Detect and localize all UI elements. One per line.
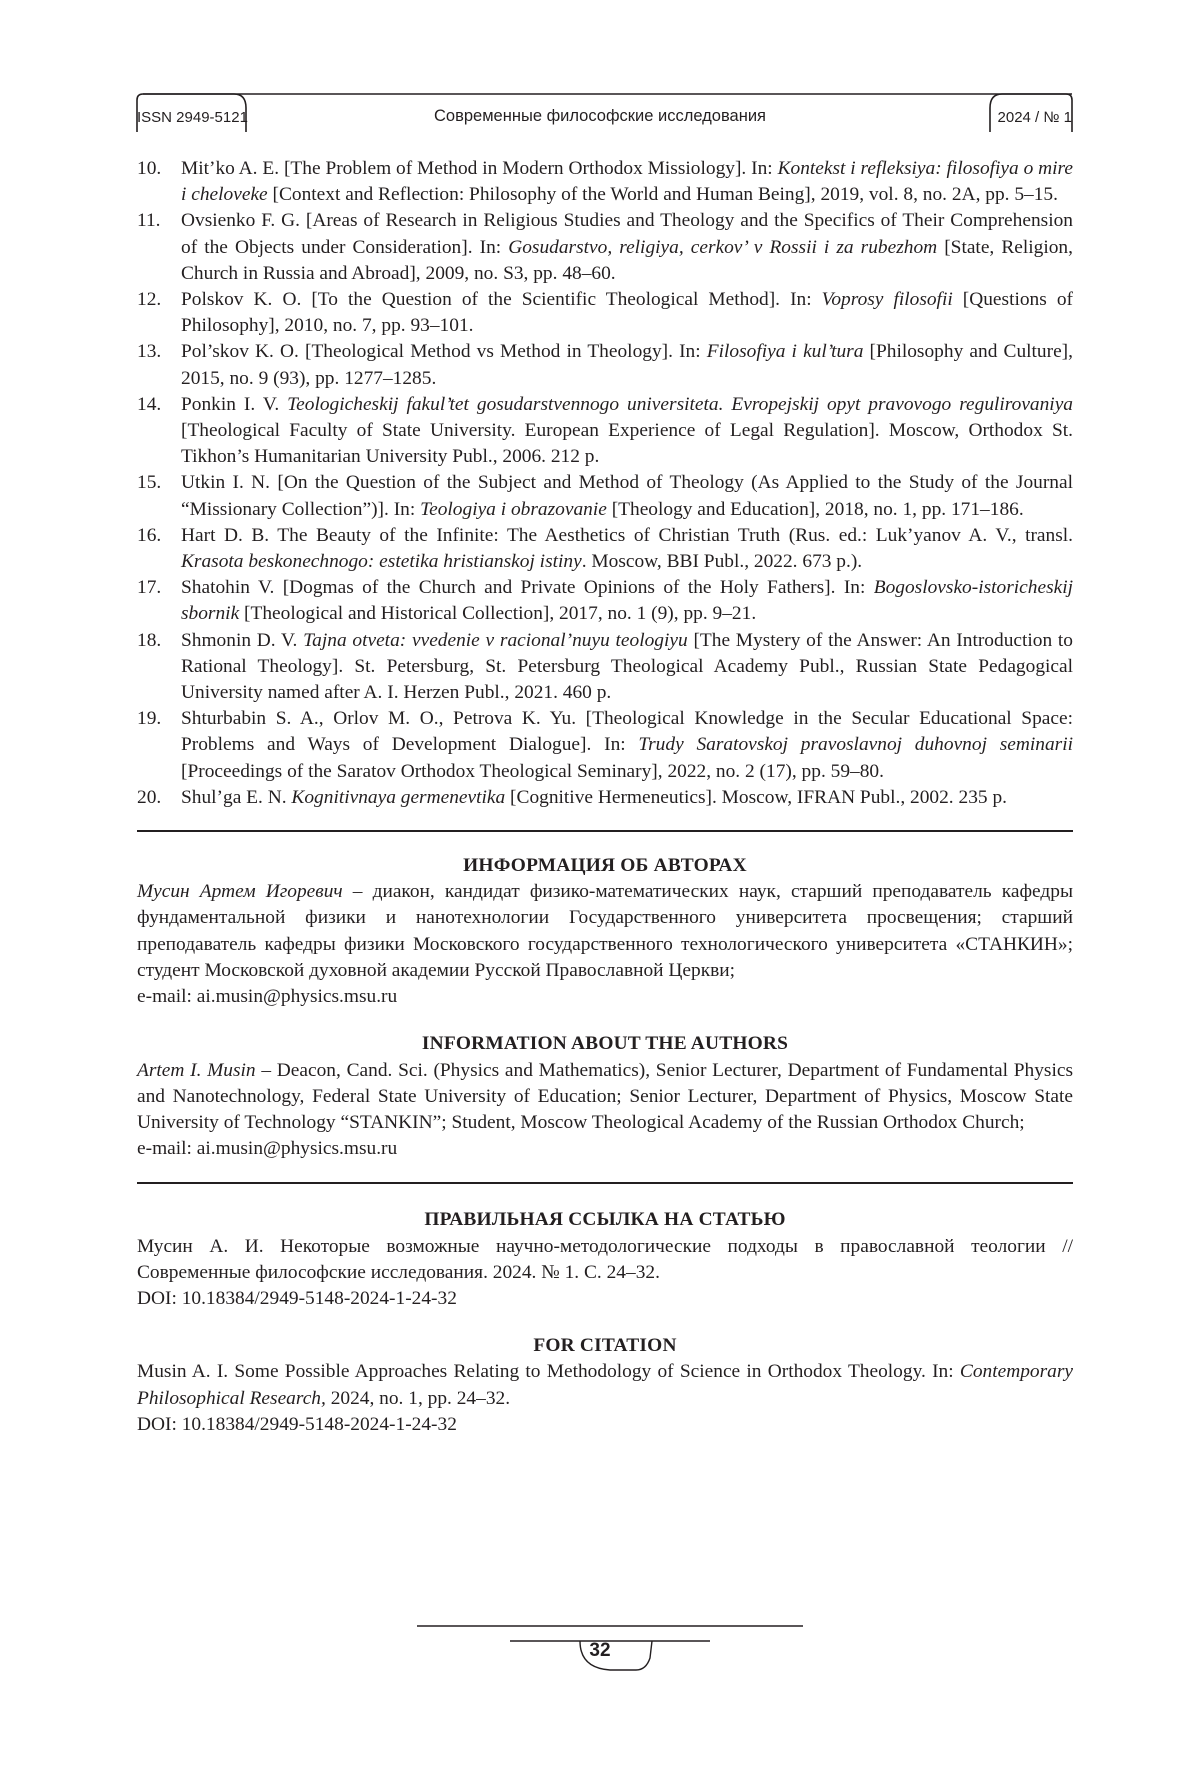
reference-segment: [Philosophy and Culture], 2015, no. 9 (93), pp. 1277–1285. bbox=[181, 341, 1073, 388]
reference-segment: [State, Religion, Church in Russia and Abroad], 2009, no. S3, pp. 48–60. bbox=[181, 237, 1073, 284]
author-name-en: Artem I. Musin bbox=[137, 1060, 256, 1081]
reference-title-italic: Filosofiya i kul’tura bbox=[707, 341, 864, 362]
reference-segment: Polskov K. O. [To the Question of the Scientific Theological Method]. In: bbox=[181, 289, 822, 310]
reference-number: 15. bbox=[137, 470, 161, 496]
reference-title-italic: Bogoslovsko-istoricheskij sbornik bbox=[181, 577, 1073, 624]
reference-number: 14. bbox=[137, 392, 161, 418]
reference-number: 11. bbox=[137, 208, 161, 234]
reference-segment: [The Mystery of the Answer: An Introduction to Rational Theology]. St. Petersburg, St. Petersburg Theological Academy Publ., Russian State Pedagogical University named after A. I. Herzen Publ., 2021. 460 p. bbox=[181, 630, 1073, 703]
journal-title: Современные философские исследования bbox=[0, 107, 1200, 126]
reference-segment: Mit’ko A. E. [The Problem of Method in Modern Orthodox Missiology]. In: bbox=[181, 158, 778, 179]
citation-ru-doi[interactable]: DOI: 10.18384/2949-5148-2024-1-24-32 bbox=[137, 1286, 1073, 1312]
issue-label: 2024 / № 1 bbox=[998, 109, 1072, 126]
reference-number: 10. bbox=[137, 156, 161, 182]
reference-title-italic: Teologiya i obrazovanie bbox=[420, 499, 607, 520]
reference-title-italic: Trudy Saratovskoj pravoslavnoj duhovnoj seminarii bbox=[638, 734, 1073, 755]
citation-ru-text: Мусин А. И. Некоторые возможные научно-методологические подходы в православной теологии // Современные философские исследования. 2024. № 1. С. 24–32. bbox=[137, 1236, 1073, 1283]
reference-title-italic: Teologicheskij fakul’tet gosudarstvennogo universiteta. Evropejskij opyt pravovogo regulirovaniya bbox=[287, 394, 1073, 415]
citation-en-heading: FOR CITATION bbox=[137, 1333, 1073, 1359]
citation-en-journal: Contemporary Philosophical Research, bbox=[137, 1361, 1073, 1408]
author-email-ru[interactable]: e-mail: ai.musin@physics.msu.ru bbox=[137, 984, 1073, 1010]
reference-number: 13. bbox=[137, 339, 161, 365]
authors-en-heading: INFORMATION ABOUT THE AUTHORS bbox=[137, 1031, 1073, 1057]
reference-number: 12. bbox=[137, 287, 161, 313]
reference-segment: Shul’ga E. N. bbox=[181, 787, 291, 808]
author-email-en[interactable]: e-mail: ai.musin@physics.msu.ru bbox=[137, 1136, 1073, 1162]
reference-segment: [Theology and Education], 2018, no. 1, pp. 171–186. bbox=[607, 499, 1024, 520]
reference-segment: Ponkin I. V. bbox=[181, 394, 287, 415]
authors-ru-heading: ИНФОРМАЦИЯ ОБ АВТОРАХ bbox=[137, 853, 1073, 879]
citation-en-text: Musin A. I. Some Possible Approaches Relating to Methodology of Science in Orthodox Theology. In: bbox=[137, 1361, 960, 1382]
reference-number: 19. bbox=[137, 706, 161, 732]
author-bio-en: – Deacon, Cand. Sci. (Physics and Mathematics), Senior Lecturer, Department of Fundamental Physics and Nanotechnology, Federal State University of Education; Senior Lecturer, Department of Physics, Moscow State University of Technology “STANKIN”; Student, Moscow Theological Academy of the Russian Orthodox Church; bbox=[137, 1060, 1073, 1133]
reference-title-italic: Krasota beskonechnogo: estetika hristianskoj istiny bbox=[181, 551, 582, 572]
reference-segment: Ovsienko F. G. [Areas of Research in Religious Studies and Theology and the Specifics of Their Comprehension of the Objects under Consideration]. In: bbox=[181, 210, 1073, 257]
reference-number: 16. bbox=[137, 523, 161, 549]
reference-segment: Shturbabin S. A., Orlov M. O., Petrova K. Yu. [Theological Knowledge in the Secular Educational Space: Problems and Ways of Development Dialogue]. In: bbox=[181, 708, 1073, 755]
reference-segment: [Context and Reflection: Philosophy of the World and Human Being], 2019, vol. 8, no. 2A, pp. 5–15. bbox=[268, 184, 1058, 205]
reference-segment: [Questions of Philosophy], 2010, no. 7, pp. 93–101. bbox=[181, 289, 1073, 336]
reference-segment: Hart D. B. The Beauty of the Infinite: The Aesthetics of Christian Truth (Rus. ed.: Luk’yanov A. V., transl. bbox=[181, 525, 1073, 546]
reference-segment: Shmonin D. V. bbox=[181, 630, 303, 651]
page-number: 32 bbox=[0, 1640, 1200, 1662]
reference-number: 18. bbox=[137, 628, 161, 654]
reference-segment: [Theological Faculty of State University. European Experience of Legal Regulation]. Moscow, Orthodox St. Tikhon’s Humanitarian University Publ., 2006. 212 p. bbox=[181, 420, 1073, 467]
reference-segment: . Moscow, BBI Publ., 2022. 673 p.). bbox=[582, 551, 862, 572]
reference-segment: Pol’skov K. O. [Theological Method vs Method in Theology]. In: bbox=[181, 341, 707, 362]
reference-title-italic: Kontekst i refleksiya: filosofiya o mire i cheloveke bbox=[181, 158, 1073, 205]
reference-title-italic: Gosudarstvo, religiya, cerkov’ v Rossii i za rubezhom bbox=[508, 237, 937, 258]
reference-segment: Utkin I. N. [On the Question of the Subject and Method of Theology (As Applied to the Study of the Journal “Missionary Collection”)]. In: bbox=[181, 472, 1073, 519]
reference-title-italic: Kognitivnaya germenevtika bbox=[291, 787, 505, 808]
citation-ru-heading: ПРАВИЛЬНАЯ ССЫЛКА НА СТАТЬЮ bbox=[137, 1207, 1073, 1233]
issn-label: ISSN 2949-5121 bbox=[137, 109, 248, 126]
reference-title-italic: Voprosy filosofii bbox=[822, 289, 953, 310]
reference-number: 17. bbox=[137, 575, 161, 601]
citation-en-details: 2024, no. 1, pp. 24–32. bbox=[326, 1388, 510, 1409]
author-name-ru: Мусин Артем Игоревич bbox=[137, 881, 343, 902]
reference-segment: [Proceedings of the Saratov Orthodox Theological Seminary], 2022, no. 2 (17), pp. 59–80. bbox=[181, 761, 884, 782]
reference-segment: [Theological and Historical Collection], 2017, no. 1 (9), pp. 9–21. bbox=[239, 603, 756, 624]
reference-segment: [Cognitive Hermeneutics]. Moscow, IFRAN Publ., 2002. 235 p. bbox=[505, 787, 1007, 808]
citation-en-doi[interactable]: DOI: 10.18384/2949-5148-2024-1-24-32 bbox=[137, 1412, 1073, 1438]
footer-ornament bbox=[0, 0, 1200, 1783]
author-bio-ru: – диакон, кандидат физико-математических наук, старший преподаватель кафедры фундаментальной физики и нанотехнологии Государственного университета просвещения; старший преподаватель кафедры физики Московского государственного технологического университета «СТАНКИН»; студент Московской духовной академии Русской Православной Церкви; bbox=[137, 881, 1073, 981]
reference-segment: Shatohin V. [Dogmas of the Church and Private Opinions of the Holy Fathers]. In: bbox=[181, 577, 874, 598]
reference-title-italic: Tajna otveta: vvedenie v racional’nuyu teologiyu bbox=[303, 630, 688, 651]
reference-number: 20. bbox=[137, 785, 161, 811]
